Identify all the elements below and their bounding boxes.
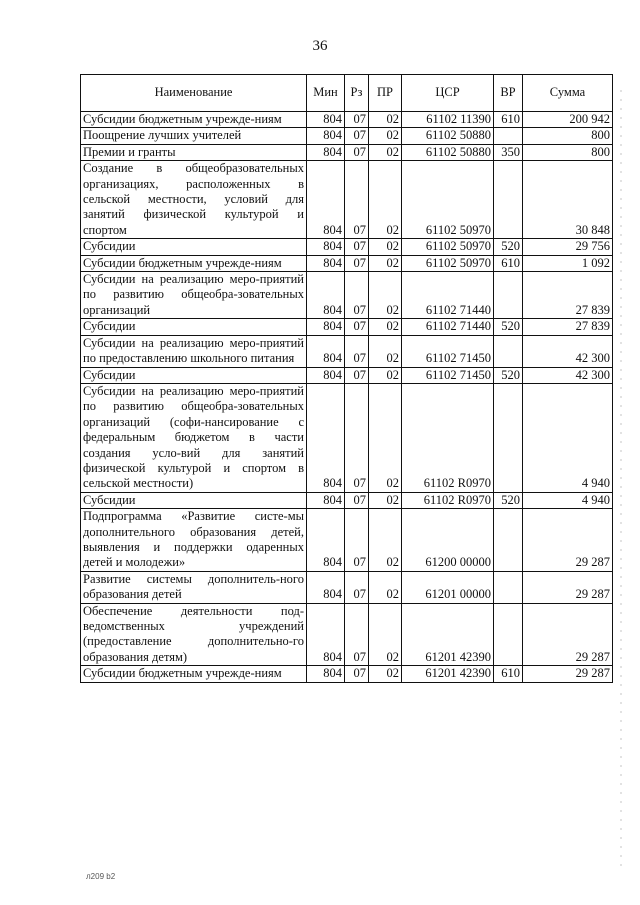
cell-pr: 02 — [369, 161, 402, 239]
cell-pr: 02 — [369, 367, 402, 383]
cell-sum: 200 942 — [523, 112, 613, 128]
cell-min: 804 — [307, 255, 345, 271]
cell-vr — [494, 272, 523, 319]
cell-csr: 61102 50970 — [402, 161, 494, 239]
cell-name: Субсидии бюджетным учрежде-ниям — [81, 666, 307, 682]
cell-rz: 07 — [345, 239, 369, 255]
cell-csr: 61201 42390 — [402, 666, 494, 682]
cell-sum: 800 — [523, 128, 613, 144]
cell-pr: 02 — [369, 319, 402, 335]
cell-name: Субсидии — [81, 239, 307, 255]
table-header-row — [81, 75, 613, 112]
col-header-sum: Сумма — [523, 75, 613, 112]
cell-min: 804 — [307, 492, 345, 508]
cell-name: Субсидии — [81, 319, 307, 335]
cell-csr: 61102 50880 — [402, 128, 494, 144]
cell-name: Субсидии на реализацию меро-приятий по предоставлению школьного питания — [81, 335, 307, 367]
cell-sum: 42 300 — [523, 335, 613, 367]
cell-rz: 07 — [345, 144, 369, 160]
cell-rz: 07 — [345, 272, 369, 319]
cell-min: 804 — [307, 112, 345, 128]
cell-min: 804 — [307, 128, 345, 144]
table-row — [81, 319, 613, 335]
cell-vr — [494, 383, 523, 492]
cell-vr: 610 — [494, 112, 523, 128]
cell-sum: 27 839 — [523, 319, 613, 335]
cell-pr: 02 — [369, 112, 402, 128]
cell-vr — [494, 603, 523, 666]
table-row — [81, 161, 613, 239]
cell-sum: 4 940 — [523, 492, 613, 508]
cell-vr — [494, 509, 523, 572]
cell-pr: 02 — [369, 239, 402, 255]
table-row — [81, 272, 613, 319]
cell-vr: 350 — [494, 144, 523, 160]
cell-vr — [494, 571, 523, 603]
cell-min: 804 — [307, 603, 345, 666]
cell-csr: 61102 71450 — [402, 335, 494, 367]
cell-csr: 61201 00000 — [402, 571, 494, 603]
cell-pr: 02 — [369, 492, 402, 508]
cell-rz: 07 — [345, 492, 369, 508]
cell-name: Субсидии бюджетным учрежде-ниям — [81, 255, 307, 271]
cell-min: 804 — [307, 509, 345, 572]
cell-csr: 61200 00000 — [402, 509, 494, 572]
cell-name: Подпрограмма «Развитие систе-мы дополнительного образования детей, выявления и поддержки одаренных детей и молодежи» — [81, 509, 307, 572]
cell-name: Субсидии — [81, 492, 307, 508]
cell-pr: 02 — [369, 255, 402, 271]
cell-rz: 07 — [345, 666, 369, 682]
cell-rz: 07 — [345, 335, 369, 367]
cell-csr: 61201 42390 — [402, 603, 494, 666]
cell-pr: 02 — [369, 128, 402, 144]
cell-sum: 30 848 — [523, 161, 613, 239]
cell-vr — [494, 161, 523, 239]
cell-sum: 29 287 — [523, 571, 613, 603]
col-header-pr: ПР — [369, 75, 402, 112]
cell-vr: 520 — [494, 367, 523, 383]
cell-pr: 02 — [369, 272, 402, 319]
table-row — [81, 112, 613, 128]
cell-min: 804 — [307, 272, 345, 319]
cell-name: Поощрение лучших учителей — [81, 128, 307, 144]
cell-min: 804 — [307, 161, 345, 239]
table-row — [81, 666, 613, 682]
cell-pr: 02 — [369, 571, 402, 603]
cell-min: 804 — [307, 571, 345, 603]
cell-vr: 520 — [494, 492, 523, 508]
table-row — [81, 255, 613, 271]
cell-sum: 27 839 — [523, 272, 613, 319]
col-header-min: Мин — [307, 75, 345, 112]
cell-min: 804 — [307, 144, 345, 160]
cell-pr: 02 — [369, 144, 402, 160]
cell-csr: 61102 71450 — [402, 367, 494, 383]
table-row — [81, 239, 613, 255]
col-header-csr: ЦСР — [402, 75, 494, 112]
cell-csr: 61102 11390 — [402, 112, 494, 128]
cell-sum: 29 287 — [523, 603, 613, 666]
cell-vr: 520 — [494, 319, 523, 335]
cell-sum: 29 287 — [523, 666, 613, 682]
cell-rz: 07 — [345, 161, 369, 239]
cell-name: Субсидии на реализацию меро-приятий по развитию общеобра-зовательных организаций (софи-нансирование с федеральным бюджетом в части создания усло-вий для занятий физической культурой и спортом в сельской местности) — [81, 383, 307, 492]
cell-vr: 610 — [494, 666, 523, 682]
cell-vr: 610 — [494, 255, 523, 271]
cell-sum: 29 287 — [523, 509, 613, 572]
page-number: 36 — [312, 38, 328, 54]
cell-pr: 02 — [369, 603, 402, 666]
col-header-vr: ВР — [494, 75, 523, 112]
table-row — [81, 367, 613, 383]
cell-vr — [494, 128, 523, 144]
table-row — [81, 509, 613, 572]
cell-pr: 02 — [369, 666, 402, 682]
cell-name: Субсидии на реализацию меро-приятий по развитию общеобра-зовательных организаций — [81, 272, 307, 319]
cell-sum: 4 940 — [523, 383, 613, 492]
cell-pr: 02 — [369, 335, 402, 367]
cell-min: 804 — [307, 383, 345, 492]
cell-rz: 07 — [345, 128, 369, 144]
table-row — [81, 128, 613, 144]
cell-min: 804 — [307, 335, 345, 367]
table-row — [81, 335, 613, 367]
table-body — [81, 112, 613, 683]
table-row — [81, 571, 613, 603]
cell-sum: 1 092 — [523, 255, 613, 271]
cell-sum: 800 — [523, 144, 613, 160]
cell-rz: 07 — [345, 255, 369, 271]
scan-margin-dots — [620, 90, 622, 870]
table-row — [81, 603, 613, 666]
cell-csr: 61102 50880 — [402, 144, 494, 160]
cell-pr: 02 — [369, 383, 402, 492]
cell-rz: 07 — [345, 603, 369, 666]
cell-csr: 61102 71440 — [402, 272, 494, 319]
col-header-rz: Рз — [345, 75, 369, 112]
cell-rz: 07 — [345, 319, 369, 335]
cell-csr: 61102 R0970 — [402, 383, 494, 492]
cell-rz: 07 — [345, 509, 369, 572]
cell-vr — [494, 335, 523, 367]
cell-rz: 07 — [345, 112, 369, 128]
cell-rz: 07 — [345, 367, 369, 383]
cell-vr: 520 — [494, 239, 523, 255]
cell-min: 804 — [307, 319, 345, 335]
cell-rz: 07 — [345, 383, 369, 492]
cell-name: Субсидии — [81, 367, 307, 383]
cell-min: 804 — [307, 239, 345, 255]
cell-sum: 29 756 — [523, 239, 613, 255]
cell-name: Премии и гранты — [81, 144, 307, 160]
cell-csr: 61102 50970 — [402, 255, 494, 271]
table-row — [81, 383, 613, 492]
cell-name: Субсидии бюджетным учрежде-ниям — [81, 112, 307, 128]
table-row — [81, 492, 613, 508]
cell-name: Развитие системы дополнитель-ного образования детей — [81, 571, 307, 603]
cell-min: 804 — [307, 666, 345, 682]
col-header-name: Наименование — [81, 75, 307, 112]
cell-csr: 61102 71440 — [402, 319, 494, 335]
cell-rz: 07 — [345, 571, 369, 603]
footer-mark: л209 b2 — [86, 872, 116, 881]
cell-min: 804 — [307, 367, 345, 383]
cell-name: Обеспечение деятельности под-ведомственных учреждений (предоставление дополнительно-го образования детям) — [81, 603, 307, 666]
cell-csr: 61102 R0970 — [402, 492, 494, 508]
table-row — [81, 144, 613, 160]
cell-sum: 42 300 — [523, 367, 613, 383]
cell-pr: 02 — [369, 509, 402, 572]
cell-name: Создание в общеобразовательных организациях, расположенных в сельской местности, условий для занятий физической культурой и спортом — [81, 161, 307, 239]
budget-table — [80, 74, 613, 683]
cell-csr: 61102 50970 — [402, 239, 494, 255]
